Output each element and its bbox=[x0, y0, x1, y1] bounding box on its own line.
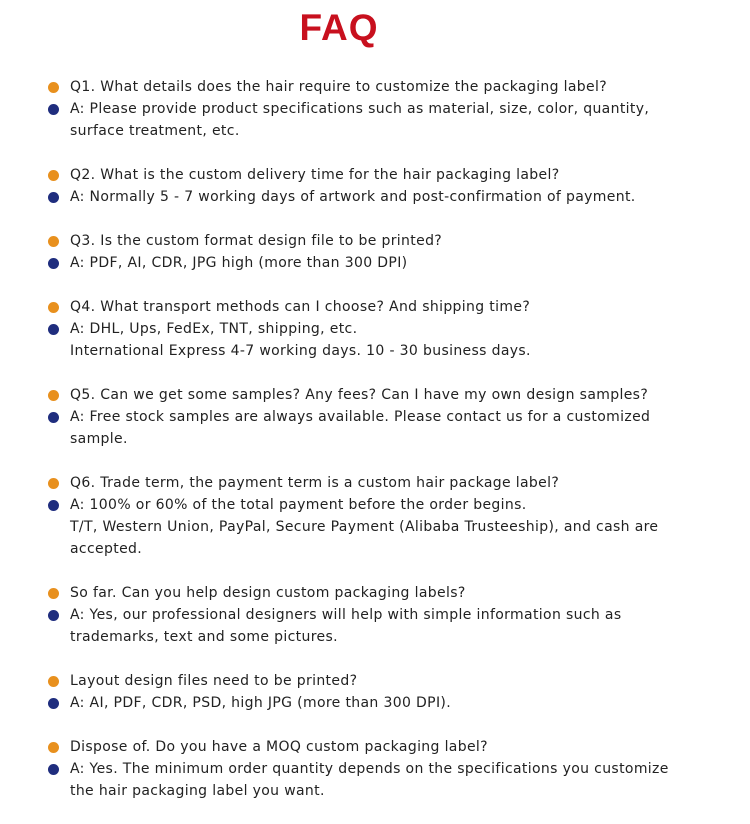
faq-item bbox=[48, 670, 738, 714]
faq-item bbox=[48, 76, 738, 142]
faq-question: Layout design files need to be printed? bbox=[70, 673, 358, 689]
blue-bullet-icon bbox=[48, 258, 59, 269]
faq-question-row bbox=[48, 670, 738, 692]
orange-bullet-icon bbox=[48, 742, 59, 753]
faq-item bbox=[48, 384, 738, 450]
orange-bullet-icon bbox=[48, 588, 59, 599]
faq-question: So far. Can you help design custom packaging labels? bbox=[70, 585, 466, 601]
faq-answer: A: Please provide product specifications such as material, size, color, quantity, surface treatment, etc. bbox=[70, 101, 650, 139]
faq-question-row bbox=[48, 296, 738, 318]
faq-answer-row bbox=[48, 758, 738, 802]
faq-question-row bbox=[48, 384, 738, 406]
faq-list bbox=[48, 76, 738, 824]
faq-item bbox=[48, 582, 738, 648]
faq-answer: A: PDF, AI, CDR, JPG high (more than 300 DPI) bbox=[70, 255, 408, 271]
faq-item bbox=[48, 472, 738, 560]
blue-bullet-icon bbox=[48, 500, 59, 511]
orange-bullet-icon bbox=[48, 82, 59, 93]
faq-question-row bbox=[48, 230, 738, 252]
faq-answer: A: DHL, Ups, FedEx, TNT, shipping, etc. International Express 4-7 working days. 10 - 30 business days. bbox=[70, 321, 531, 359]
faq-answer: A: Yes. The minimum order quantity depends on the specifications you customize the hair packaging label you want. bbox=[70, 761, 669, 799]
faq-answer: A: Normally 5 - 7 working days of artwork and post-confirmation of payment. bbox=[70, 189, 636, 205]
faq-answer-row bbox=[48, 98, 738, 142]
orange-bullet-icon bbox=[48, 236, 59, 247]
faq-answer-row bbox=[48, 186, 738, 208]
faq-answer-row bbox=[48, 494, 738, 560]
blue-bullet-icon bbox=[48, 324, 59, 335]
faq-question-row bbox=[48, 582, 738, 604]
faq-question: Dispose of. Do you have a MOQ custom packaging label? bbox=[70, 739, 488, 755]
faq-answer-row bbox=[48, 604, 738, 648]
faq-question: Q2. What is the custom delivery time for the hair packaging label? bbox=[70, 167, 560, 183]
blue-bullet-icon bbox=[48, 104, 59, 115]
orange-bullet-icon bbox=[48, 170, 59, 181]
faq-answer: A: Free stock samples are always available. Please contact us for a customized sample. bbox=[70, 409, 651, 447]
faq-question: Q6. Trade term, the payment term is a custom hair package label? bbox=[70, 475, 560, 491]
page-title: FAQ bbox=[299, 7, 379, 48]
faq-item bbox=[48, 230, 738, 274]
faq-item bbox=[48, 164, 738, 208]
faq-answer-row bbox=[48, 252, 738, 274]
faq-question: Q1. What details does the hair require to customize the packaging label? bbox=[70, 79, 608, 95]
faq-answer-row bbox=[48, 406, 738, 450]
faq-answer-row bbox=[48, 692, 738, 714]
faq-question-row bbox=[48, 472, 738, 494]
orange-bullet-icon bbox=[48, 390, 59, 401]
blue-bullet-icon bbox=[48, 192, 59, 203]
faq-item bbox=[48, 736, 738, 802]
blue-bullet-icon bbox=[48, 764, 59, 775]
blue-bullet-icon bbox=[48, 412, 59, 423]
faq-question-row bbox=[48, 76, 738, 98]
faq-question-row bbox=[48, 736, 738, 758]
orange-bullet-icon bbox=[48, 478, 59, 489]
faq-item bbox=[48, 296, 738, 362]
faq-question: Q3. Is the custom format design file to be printed? bbox=[70, 233, 443, 249]
faq-answer: A: AI, PDF, CDR, PSD, high JPG (more than 300 DPI). bbox=[70, 695, 452, 711]
faq-question: Q4. What transport methods can I choose? And shipping time? bbox=[70, 299, 531, 315]
faq-answer: A: 100% or 60% of the total payment before the order begins. T/T, Western Union, PayPal, Secure Payment (Alibaba Trusteeship), and cash are accepted. bbox=[70, 497, 659, 557]
blue-bullet-icon bbox=[48, 610, 59, 621]
blue-bullet-icon bbox=[48, 698, 59, 709]
orange-bullet-icon bbox=[48, 302, 59, 313]
faq-question: Q5. Can we get some samples? Any fees? Can I have my own design samples? bbox=[70, 387, 649, 403]
faq-answer: A: Yes, our professional designers will help with simple information such as trademarks, text and some pictures. bbox=[70, 607, 622, 645]
orange-bullet-icon bbox=[48, 676, 59, 687]
faq-question-row bbox=[48, 164, 738, 186]
faq-answer-row bbox=[48, 318, 738, 362]
